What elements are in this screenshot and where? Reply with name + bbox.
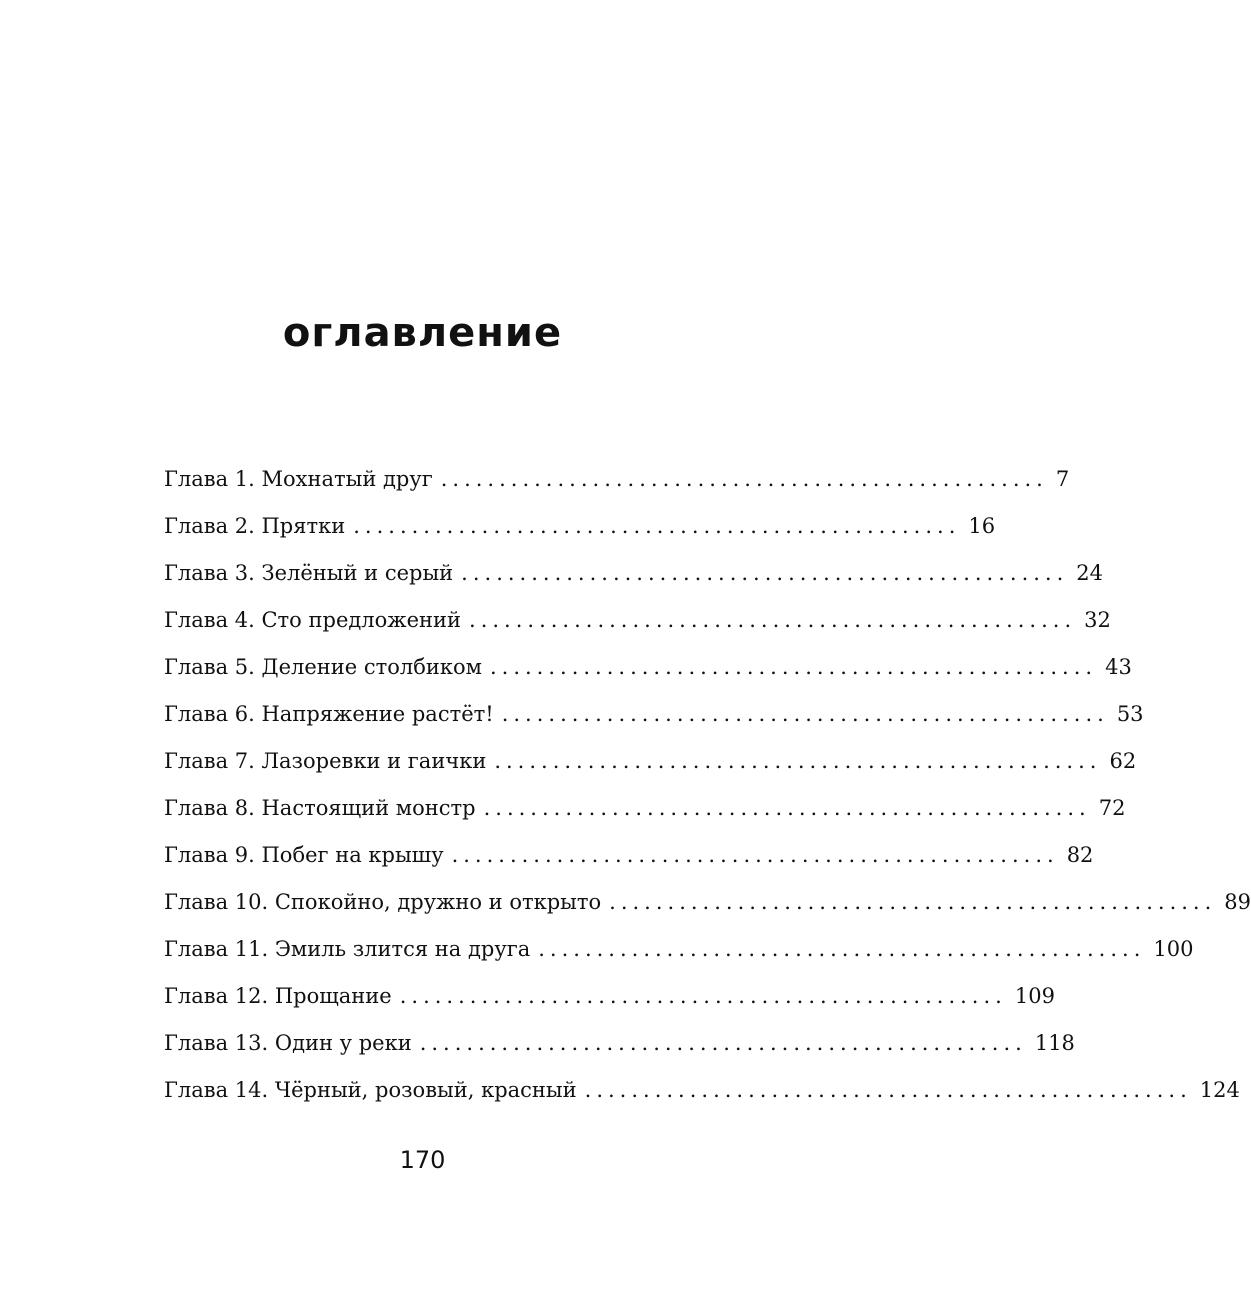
page-title: оглавление bbox=[282, 309, 563, 356]
toc-entry-page: 109 bbox=[1014, 984, 1055, 1008]
toc-entry-title: Глава 9. Побег на крышу bbox=[164, 843, 444, 867]
toc-entry-page: 72 bbox=[1098, 796, 1126, 820]
toc-entry-title: Глава 1. Мохнатый друг bbox=[164, 467, 433, 491]
toc-entry-title: Глава 13. Один у реки bbox=[164, 1031, 412, 1055]
toc-entry-page: 82 bbox=[1066, 843, 1094, 867]
toc-entry-page: 24 bbox=[1076, 561, 1104, 585]
toc-entry-page: 53 bbox=[1116, 702, 1144, 726]
toc-entry-title: Глава 11. Эмиль злится на друга bbox=[164, 937, 531, 961]
toc-entry bbox=[164, 793, 1126, 840]
toc-entry-page: 43 bbox=[1105, 655, 1132, 679]
toc-entry-title: Глава 8. Настоящий монстр bbox=[164, 796, 476, 820]
toc-entry-title: Глава 2. Прятки bbox=[164, 514, 346, 538]
toc-entry-page: 100 bbox=[1153, 937, 1194, 961]
toc-entry-page: 7 bbox=[1055, 467, 1070, 491]
toc-entry-title: Глава 12. Прощание bbox=[164, 984, 392, 1008]
toc-dot-leader: .................................................... bbox=[501, 702, 1109, 726]
toc-entry-page: 32 bbox=[1084, 608, 1111, 632]
toc-dot-leader: .................................................... bbox=[469, 608, 1077, 632]
toc-entry bbox=[164, 699, 1144, 746]
toc-entry bbox=[164, 746, 1137, 793]
toc-entry bbox=[164, 652, 1132, 699]
table-of-contents bbox=[164, 464, 1251, 1122]
toc-entry-page: 62 bbox=[1109, 749, 1137, 773]
toc-dot-leader: .................................................... bbox=[609, 890, 1217, 914]
toc-dot-leader: .................................................... bbox=[353, 514, 961, 538]
toc-entry-title: Глава 7. Лазоревки и гаички bbox=[164, 749, 487, 773]
toc-entry-page: 89 bbox=[1224, 890, 1251, 914]
toc-dot-leader: .................................................... bbox=[419, 1031, 1027, 1055]
toc-entry bbox=[164, 934, 1194, 981]
toc-entry-title: Глава 5. Деление столбиком bbox=[164, 655, 482, 679]
toc-entry bbox=[164, 840, 1094, 887]
toc-entry bbox=[164, 981, 1055, 1028]
toc-entry-page: 118 bbox=[1034, 1031, 1075, 1055]
toc-entry-title: Глава 10. Спокойно, дружно и открыто bbox=[164, 890, 602, 914]
toc-entry bbox=[164, 887, 1251, 934]
toc-dot-leader: .................................................... bbox=[538, 937, 1146, 961]
toc-dot-leader: .................................................... bbox=[489, 655, 1098, 679]
toc-dot-leader: .................................................... bbox=[440, 467, 1048, 491]
toc-entry-page: 124 bbox=[1199, 1078, 1240, 1102]
toc-entry bbox=[164, 558, 1104, 605]
toc-dot-leader: .................................................... bbox=[399, 984, 1007, 1008]
toc-entry-title: Глава 6. Напряжение растёт! bbox=[164, 702, 494, 726]
toc-entry bbox=[164, 605, 1111, 652]
page-number: 170 bbox=[399, 1146, 446, 1174]
toc-entry bbox=[164, 1075, 1240, 1122]
toc-entry-page: 16 bbox=[968, 514, 996, 538]
toc-entry bbox=[164, 464, 1070, 511]
toc-entry bbox=[164, 1028, 1075, 1075]
toc-entry-title: Глава 3. Зелёный и серый bbox=[164, 561, 454, 585]
toc-entry-title: Глава 4. Сто предложений bbox=[164, 608, 462, 632]
toc-dot-leader: .................................................... bbox=[494, 749, 1102, 773]
toc-dot-leader: .................................................... bbox=[451, 843, 1059, 867]
toc-entry bbox=[164, 511, 996, 558]
toc-dot-leader: .................................................... bbox=[483, 796, 1091, 820]
toc-dot-leader: .................................................... bbox=[584, 1078, 1192, 1102]
toc-dot-leader: .................................................... bbox=[461, 561, 1069, 585]
toc-entry-title: Глава 14. Чёрный, розовый, красный bbox=[164, 1078, 577, 1102]
